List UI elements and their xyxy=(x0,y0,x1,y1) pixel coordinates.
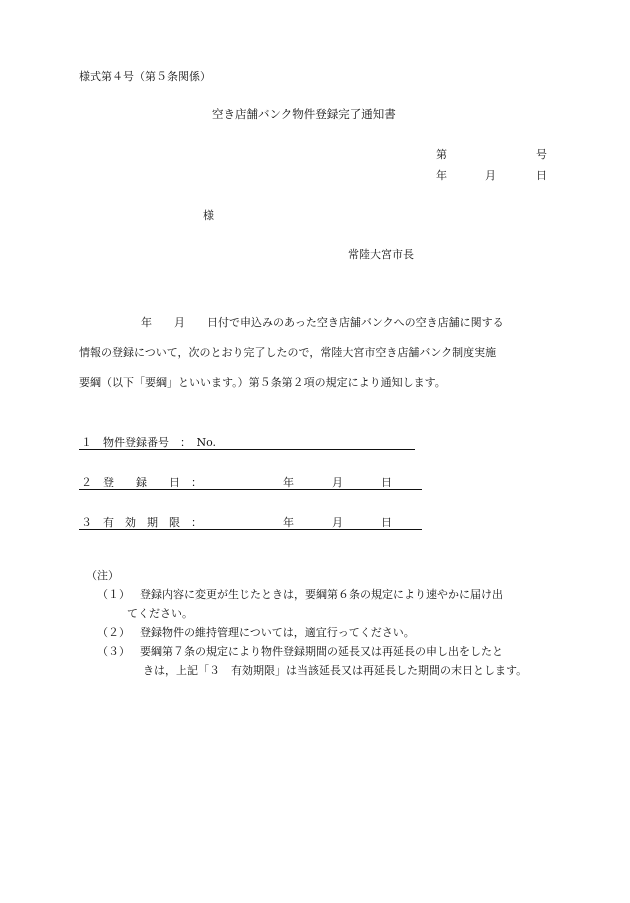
note-item-continuation: きは，上記「３ 有効期限」は当該延長又は再延長した期間の末日とします。 xyxy=(143,664,528,677)
recipient-suffix: 様 xyxy=(203,209,214,222)
registration-month-label: 月 xyxy=(332,476,343,489)
body-line: 要綱（以下「要綱」といいます。）第５条第２項の規定により通知します。 xyxy=(79,376,446,389)
registration-number-label: １ 物件登録番号 ： No. xyxy=(81,436,217,449)
expiry-date-row xyxy=(79,514,422,530)
body-line: 年 月 日付で申込みのあった空き店舗バンクへの空き店舗に関する xyxy=(141,316,504,329)
document-title: 空き店舗バンク物件登録完了通知書 xyxy=(212,107,396,121)
form-number: 様式第４号（第５条関係） xyxy=(79,70,211,83)
note-text: 登録内容に変更が生じたときは，要綱第６条の規定により速やかに届け出 xyxy=(140,588,503,601)
note-text: 要綱第７条の規定により物件登録期間の延長又は再延長の申し出をしたと xyxy=(140,645,503,658)
date-month-label: 月 xyxy=(485,169,496,182)
registration-date-row xyxy=(79,474,422,490)
notes-list xyxy=(97,585,527,680)
note-item xyxy=(97,623,527,642)
number-dai-label: 第 xyxy=(436,148,447,161)
note-number: （３） xyxy=(97,645,130,658)
body-paragraph xyxy=(79,308,549,398)
date-year-label: 年 xyxy=(436,169,447,182)
note-number: （２） xyxy=(97,626,130,639)
expiry-label: ３ 有 効 期 限 ： xyxy=(81,516,202,529)
issuer-name: 常陸大宮市長 xyxy=(348,248,414,261)
note-text: 登録物件の維持管理については，適宜行ってください。 xyxy=(140,626,415,639)
registration-date-label: ２ 登 録 日 ： xyxy=(81,476,202,489)
note-item xyxy=(97,585,527,604)
body-line: 情報の登録について，次のとおり完了したので，常陸大宮市空き店舗バンク制度実施 xyxy=(79,346,497,359)
notes-heading: （注） xyxy=(86,569,119,582)
number-go-label: 号 xyxy=(536,148,547,161)
note-item xyxy=(97,642,527,661)
registration-number-row xyxy=(79,434,415,450)
expiry-year-label: 年 xyxy=(283,516,294,529)
registration-year-label: 年 xyxy=(283,476,294,489)
expiry-month-label: 月 xyxy=(332,516,343,529)
expiry-day-label: 日 xyxy=(381,516,392,529)
note-item-continuation: てください。 xyxy=(127,607,193,620)
date-day-label: 日 xyxy=(536,169,547,182)
registration-day-label: 日 xyxy=(381,476,392,489)
note-number: （１） xyxy=(97,588,130,601)
